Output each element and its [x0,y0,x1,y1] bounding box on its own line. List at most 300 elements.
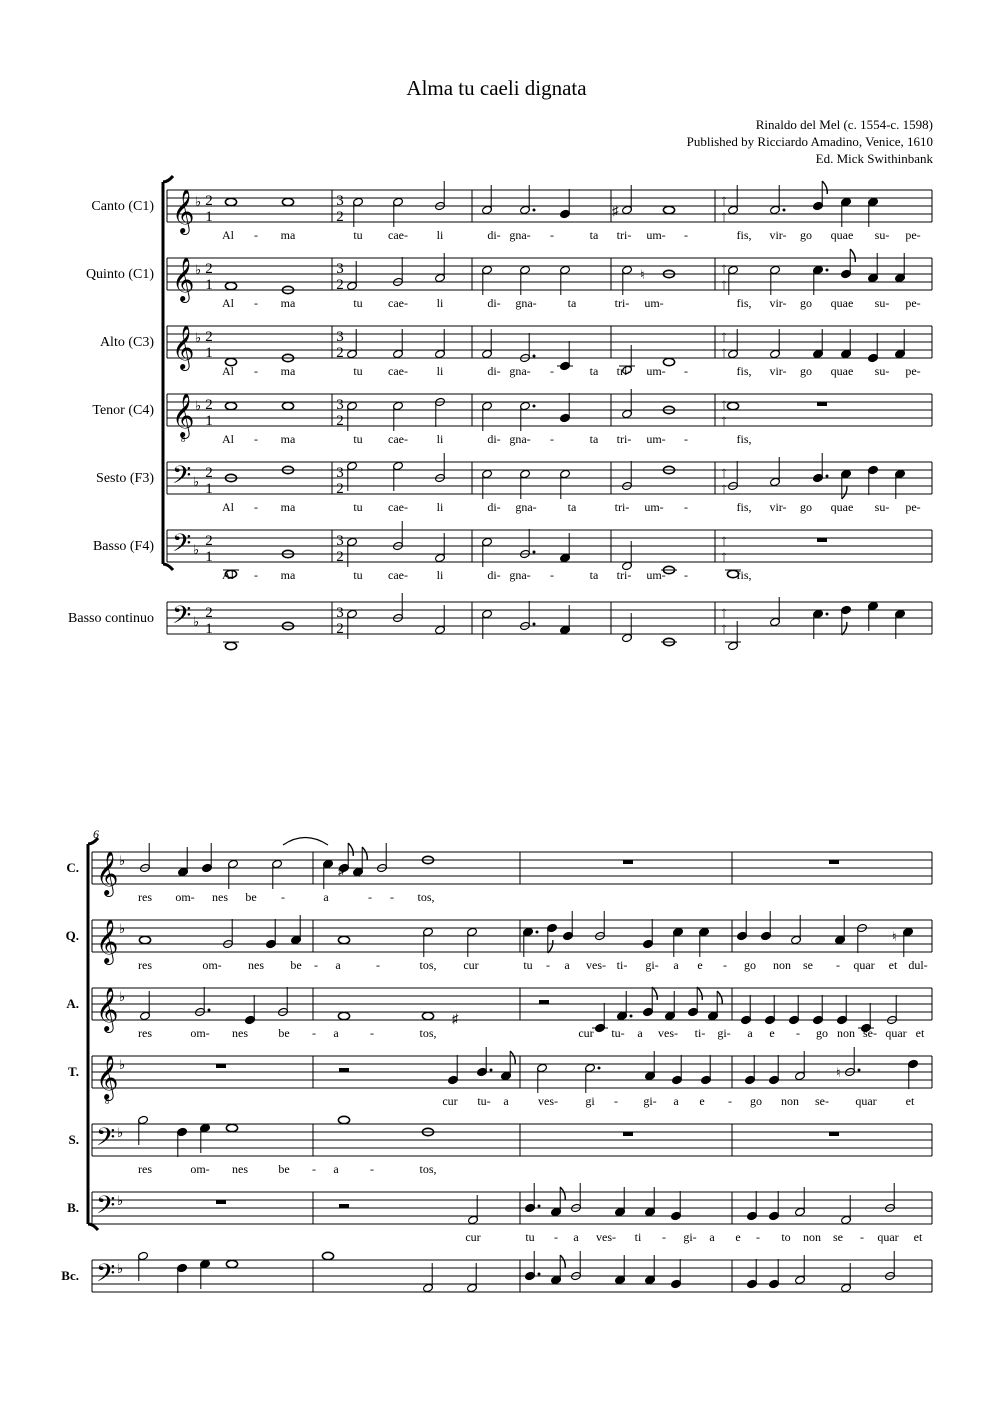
lyric-syllable: - [836,958,840,972]
lyric-syllable: e [735,1230,741,1244]
lyric-syllable: tu [523,958,533,972]
lyric-syllable: e [769,1026,775,1040]
whole-rest [216,1200,226,1204]
lyric-syllable: cae- [388,500,408,514]
lyric-syllable: - [554,1230,558,1244]
lyric-syllable: di- [487,364,501,378]
tie [283,838,328,846]
lyric-syllable: quar [855,1094,877,1108]
augmentation-dot [630,1015,633,1018]
lyric-syllable: gna- [509,364,531,378]
whole-rest [623,1132,633,1136]
lyric-syllable: - [796,1026,800,1040]
half-rest [339,1068,349,1072]
natural-icon: ♮ [640,267,645,282]
lyric-syllable: - [550,364,554,378]
time-signature-denominator: 1 [205,413,213,429]
whole-rest [829,860,839,864]
augmentation-dot [533,209,536,212]
lyric-syllable: se [833,1230,843,1244]
half-rest [339,1204,349,1208]
flat-icon: ♭ [195,194,202,209]
lyric-syllable: tri- [616,568,632,582]
lyric-syllable: non [773,958,791,972]
whole-rest [829,1132,839,1136]
lyric-syllable: ves- [596,1230,616,1244]
time-signature-numerator: 2 [205,329,213,345]
time-signature-denominator: 2 [336,209,344,225]
measure-number: 6 [93,827,99,841]
lyric-syllable: - [756,1230,760,1244]
bass-clef-icon: 𝄢 [96,1192,116,1225]
lyric-syllable: quar [853,958,875,972]
lyric-syllable: nes [232,1026,248,1040]
lyric-syllable: tri- [614,500,630,514]
flat-icon: ♭ [195,262,202,277]
lyric-syllable: res [138,958,152,972]
lyric-syllable: be [278,1026,290,1040]
lyric-syllable: um- [646,568,666,582]
whole-note [282,198,293,205]
time-signature-numerator: ↑ [720,605,728,621]
lyric-syllable: om- [175,890,195,904]
page-title: Alma tu caeli dignata [406,76,587,100]
lyric-syllable: ma [280,296,296,310]
augmentation-dot [533,405,536,408]
voice-label: Q. [65,928,79,943]
lyric-syllable: ta [567,500,577,514]
voice-label: Basso continuo [68,611,154,626]
time-signature-numerator: 2 [205,605,213,621]
lyric-syllable: go [800,500,812,514]
lyric-syllable: ti- [694,1026,706,1040]
note-flag [717,991,722,1004]
octave-marker: 8 [181,435,185,444]
note-flag [652,987,657,1000]
lyric-syllable: Al [222,568,234,582]
lyric-syllable: - [281,890,285,904]
voice-label: Basso (F4) [92,539,154,554]
time-signature-numerator: ↑ [720,261,728,277]
lyric-syllable: ta [567,296,577,310]
lyric-syllable: be [278,1162,290,1176]
lyric-syllable: dul- [908,958,928,972]
flat-icon: ♭ [119,989,126,1004]
lyric-syllable: tu [353,432,363,446]
time-signature-denominator: ↑ [720,277,728,293]
treble-clef-icon: 𝄞 [96,1057,119,1099]
lyric-syllable: nes [212,890,228,904]
lyric-syllable: um- [646,228,666,242]
lyric-syllable: be [245,890,257,904]
note-flag [348,843,353,856]
lyric-syllable: - [860,1230,864,1244]
lyric-syllable: - [370,1026,374,1040]
lyric-syllable: di- [487,568,501,582]
lyric-syllable: ma [280,500,296,514]
lyric-syllable: ti- [616,958,628,972]
lyric-syllable: a [333,1162,339,1176]
time-signature-denominator: ↑ [720,413,728,429]
lyric-syllable: - [254,432,258,446]
lyric-syllable: res [138,890,152,904]
lyric-syllable: et [915,1026,925,1040]
lyric-syllable: non [837,1026,855,1040]
lyric-syllable: et [888,958,898,972]
lyric-syllable: res [138,1162,152,1176]
augmentation-dot [858,1069,861,1072]
lyric-syllable: - [684,364,688,378]
flat-icon: ♭ [117,1261,124,1276]
lyric-syllable: su- [874,296,890,310]
treble-clef-icon: 𝄞 [172,259,195,301]
lyric-syllable: tri- [616,364,632,378]
lyric-syllable: om- [202,958,222,972]
augmentation-dot [826,475,829,478]
lyric-syllable: to [781,1230,791,1244]
lyric-syllable: su- [874,228,890,242]
time-signature-denominator: 1 [205,549,213,565]
lyric-syllable: gi- [683,1230,697,1244]
lyric-syllable: li [436,432,444,446]
lyric-syllable: - [312,1026,316,1040]
octave-marker: 8 [105,1097,109,1106]
lyric-syllable: ma [280,568,296,582]
whole-rest [623,860,633,864]
time-signature-numerator: 3 [336,397,344,413]
augmentation-dot [536,931,539,934]
lyric-syllable: - [254,568,258,582]
voice-label: T. [68,1064,79,1079]
lyric-syllable: tu [353,500,363,514]
augmentation-dot [533,355,536,358]
time-signature-denominator: ↑ [720,481,728,497]
note-flag [548,940,553,953]
whole-rest [216,1064,226,1068]
time-signature-numerator: 2 [205,533,213,549]
lyric-syllable: go [816,1026,828,1040]
lyric-syllable: go [800,296,812,310]
lyric-syllable: - [254,500,258,514]
lyric-syllable: vir- [769,296,787,310]
time-signature-denominator: 2 [336,621,344,637]
lyric-syllable: ves- [658,1026,678,1040]
bass-clef-icon: 𝄢 [96,1124,116,1157]
time-signature-denominator: ↑ [720,209,728,225]
lyric-syllable: cae- [388,364,408,378]
lyric-syllable: cur [463,958,479,972]
voice-label: C. [66,860,79,875]
lyric-syllable: di- [487,228,501,242]
sharp-icon: ♯ [612,203,619,218]
time-signature-denominator: 2 [336,277,344,293]
whole-note [727,402,738,409]
whole-rest [817,402,827,406]
lyric-syllable: - [376,958,380,972]
voice-label: A. [66,996,79,1011]
voice-label: Sesto (F3) [96,471,154,486]
note-flag [842,622,847,635]
voice-label: S. [68,1132,79,1147]
time-signature-numerator: ↑ [720,397,728,413]
lyric-syllable: om- [190,1162,210,1176]
bass-clef-icon: 𝄢 [172,602,192,635]
editor-credit: Ed. Mick Swithinbank [815,151,933,166]
whole-note [322,1252,333,1259]
lyric-syllable: a [637,1026,643,1040]
lyric-syllable: su- [874,364,890,378]
treble-clef-icon: 𝄞 [96,853,119,895]
flat-icon: ♭ [195,330,202,345]
lyric-syllable: go [800,364,812,378]
whole-note [422,1012,433,1019]
time-signature-numerator: 3 [336,261,344,277]
lyric-syllable: - [254,228,258,242]
lyric-syllable: um- [646,364,666,378]
lyric-syllable: vir- [769,364,787,378]
lyric-syllable: Al [222,500,234,514]
time-signature-numerator: 3 [336,329,344,345]
lyric-syllable: vir- [769,228,787,242]
lyric-syllable: fis, [736,364,752,378]
lyric-syllable: go [750,1094,762,1108]
lyric-syllable: pe- [905,364,921,378]
time-signature-numerator: 2 [205,261,213,277]
time-signature-denominator: ↑ [720,621,728,637]
time-signature-denominator: ↑ [720,345,728,361]
lyric-syllable: vir- [769,500,787,514]
lyric-syllable: gi- [645,958,659,972]
note-flag [362,847,367,860]
bass-clef-icon: 𝄢 [172,530,192,563]
lyric-syllable: cae- [388,432,408,446]
lyric-syllable: ta [589,364,599,378]
voice-label: Bc. [61,1268,79,1283]
time-signature-numerator: ↑ [720,465,728,481]
lyric-syllable: gna- [515,296,537,310]
whole-note [663,206,674,213]
note-flag [697,987,702,1000]
note-flag [510,1051,515,1064]
whole-note [338,1012,349,1019]
time-signature-numerator: 3 [336,605,344,621]
lyric-syllable: quar [877,1230,899,1244]
flat-icon: ♭ [117,1193,124,1208]
treble-clef-icon: 𝄞 [96,921,119,963]
lyric-syllable: - [614,1094,618,1108]
composer-credit: Rinaldo del Mel (c. 1554-c. 1598) [755,117,933,132]
time-signature-denominator: 1 [205,481,213,497]
flat-icon: ♭ [193,542,200,557]
lyric-syllable: li [436,568,444,582]
note-flag [822,181,827,194]
lyric-syllable: res [138,1026,152,1040]
lyric-syllable: fis, [736,500,752,514]
flat-icon: ♭ [117,1125,124,1140]
lyric-syllable: cae- [388,568,408,582]
lyric-syllable: su- [874,500,890,514]
lyric-syllable: quar [885,1026,907,1040]
lyric-syllable: a [503,1094,509,1108]
lyric-syllable: Al [222,432,234,446]
lyric-syllable: a [673,1094,679,1108]
treble-clef-icon: 𝄞 [172,395,195,437]
time-signature-denominator: 2 [336,481,344,497]
lyric-syllable: di- [487,296,501,310]
augmentation-dot [533,551,536,554]
whole-note [225,282,236,289]
lyric-syllable: gna- [515,500,537,514]
time-signature-denominator: 2 [336,345,344,361]
lyric-syllable: li [436,364,444,378]
whole-note [226,1260,237,1267]
lyric-syllable: tri- [616,432,632,446]
lyric-syllable: cae- [388,228,408,242]
time-signature-denominator: 1 [205,345,213,361]
lyric-syllable: tu [353,296,363,310]
lyric-syllable: fis, [736,296,752,310]
treble-clef-icon: 𝄞 [172,327,195,369]
lyric-syllable: cur [578,1026,594,1040]
lyric-syllable: a [333,1026,339,1040]
lyric-syllable: go [744,958,756,972]
lyric-syllable: quae [830,364,854,378]
lyric-syllable: ta [589,228,599,242]
lyric-syllable: um- [644,296,664,310]
lyric-syllable: pe- [905,228,921,242]
time-signature-denominator: 1 [205,621,213,637]
lyric-syllable: tos, [419,1162,437,1176]
sharp-icon: ♯ [452,1011,459,1026]
time-signature-denominator: 1 [205,277,213,293]
lyric-syllable: go [800,228,812,242]
lyric-syllable: quae [830,500,854,514]
lyric-syllable: - [684,568,688,582]
treble-clef-icon: 𝄞 [96,989,119,1031]
lyric-syllable: tos, [419,958,437,972]
lyric-syllable: ma [280,432,296,446]
lyric-syllable: a [747,1026,753,1040]
lyric-syllable: ves- [586,958,606,972]
lyric-syllable: nes [248,958,264,972]
whole-note [139,936,150,943]
lyric-syllable: pe- [905,296,921,310]
lyric-syllable: tos, [417,890,435,904]
time-signature-numerator: 2 [205,397,213,413]
lyric-syllable: - [550,228,554,242]
lyric-syllable: - [390,890,394,904]
lyric-syllable: tu [353,364,363,378]
flat-icon: ♭ [119,921,126,936]
voice-label: B. [67,1200,79,1215]
lyric-syllable: et [913,1230,923,1244]
lyric-syllable: gna- [509,228,531,242]
whole-rest [817,538,827,542]
augmentation-dot [490,1069,493,1072]
lyric-syllable: - [728,1094,732,1108]
lyric-syllable: cur [442,1094,458,1108]
lyric-syllable: gna- [509,432,531,446]
lyric-syllable: gna- [509,568,531,582]
time-signature-numerator: ↑ [720,329,728,345]
note-flag [560,1187,565,1200]
whole-note [225,402,236,409]
time-signature-numerator: ↑ [720,533,728,549]
lyric-syllable: di- [487,500,501,514]
augmentation-dot [538,1273,541,1276]
system-bracket [163,176,173,570]
bass-clef-icon: 𝄢 [96,1260,116,1293]
augmentation-dot [783,209,786,212]
voice-label: Tenor (C4) [92,403,154,418]
time-signature-denominator: 2 [336,413,344,429]
lyric-syllable: Al [222,228,234,242]
lyric-syllable: tu [353,228,363,242]
lyric-syllable: cae- [388,296,408,310]
lyric-syllable: Al [222,364,234,378]
flat-icon: ♭ [119,853,126,868]
lyric-syllable: - [546,958,550,972]
system-bracket [88,838,98,1230]
lyric-syllable: om- [190,1026,210,1040]
lyric-syllable: li [436,228,444,242]
flat-icon: ♭ [119,1057,126,1072]
flat-icon: ♭ [193,474,200,489]
lyric-syllable: e [699,1094,705,1108]
voice-label: Quinto (C1) [85,267,154,282]
whole-note [338,1116,349,1123]
lyric-syllable: tri- [614,296,630,310]
voice-label: Canto (C1) [91,199,154,214]
lyric-syllable: e [697,958,703,972]
lyric-syllable: et [905,1094,915,1108]
lyric-syllable: se [803,958,813,972]
lyric-syllable: tos, [419,1026,437,1040]
lyric-syllable: - [550,568,554,582]
time-signature-denominator: 2 [336,549,344,565]
lyric-syllable: - [368,890,372,904]
augmentation-dot [826,613,829,616]
lyric-syllable: quae [830,228,854,242]
augmentation-dot [598,1067,601,1070]
lyric-syllable: gi- [717,1026,731,1040]
whole-note [225,642,236,649]
lyric-syllable: tu- [477,1094,491,1108]
lyric-syllable: - [550,432,554,446]
time-signature-numerator: 3 [336,465,344,481]
lyric-syllable: - [254,296,258,310]
time-signature-numerator: 3 [336,193,344,209]
note-flag [560,1255,565,1268]
lyric-syllable: ma [280,228,296,242]
lyric-syllable: pe- [905,500,921,514]
time-signature-denominator: ↑ [720,549,728,565]
flat-icon: ♭ [193,614,200,629]
lyric-syllable: be [290,958,302,972]
lyric-syllable: a [709,1230,715,1244]
lyric-syllable: um- [646,432,666,446]
natural-icon: ♮ [892,929,897,944]
flat-icon: ♭ [195,398,202,413]
whole-note [338,936,349,943]
lyric-syllable: se- [815,1094,829,1108]
lyric-syllable: a [573,1230,579,1244]
time-signature-numerator: 3 [336,533,344,549]
voice-label: Alto (C3) [99,335,154,350]
lyric-syllable: - [662,1230,666,1244]
augmentation-dot [208,1009,211,1012]
lyric-syllable: fis, [736,568,752,582]
